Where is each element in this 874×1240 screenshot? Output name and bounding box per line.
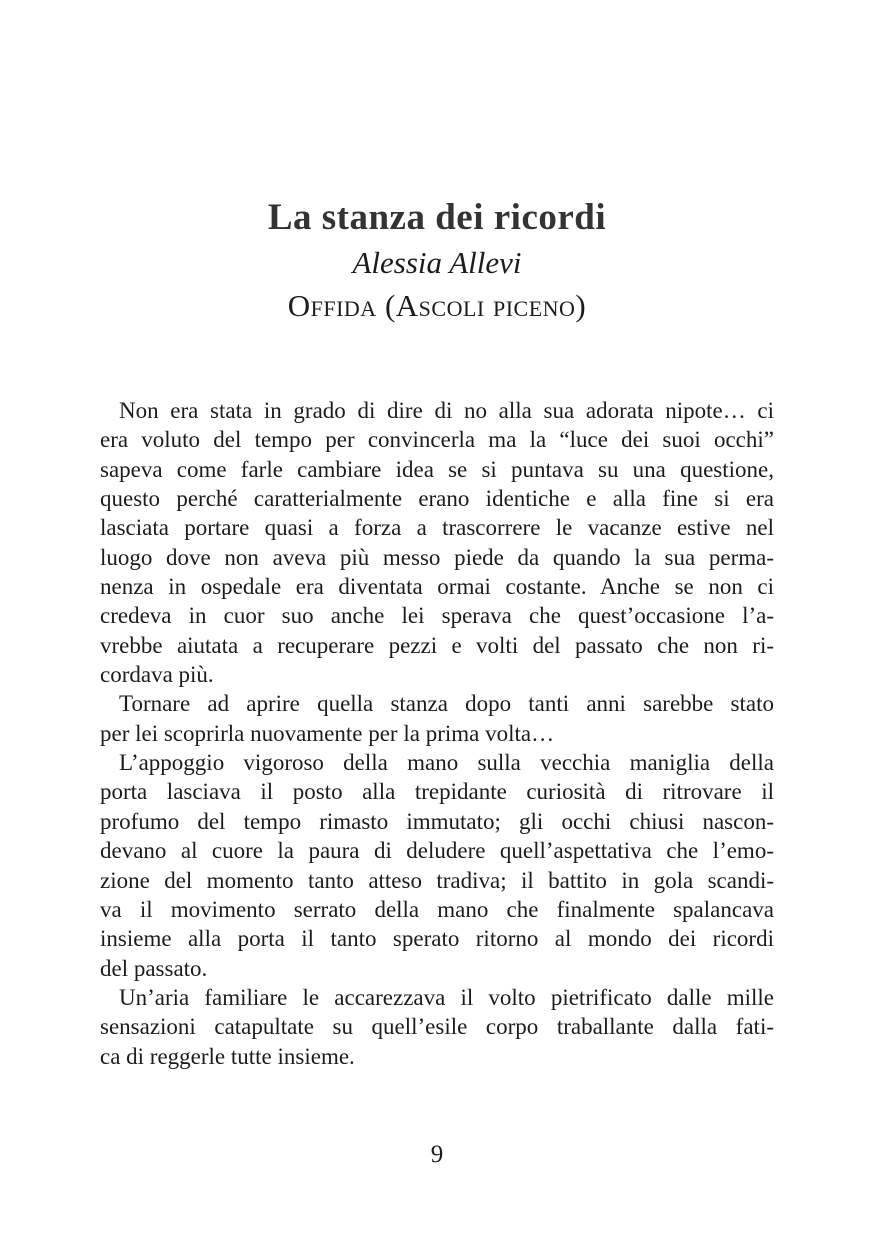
story-title: La stanza dei ricordi bbox=[267, 196, 607, 238]
text-line: profumo del tempo rimasto immutato; gli occhi chiusi nascon- bbox=[100, 808, 774, 834]
text-line: ca di reggerle tutte insieme. bbox=[100, 1043, 355, 1069]
author-name: Alessia Allevi bbox=[352, 245, 522, 280]
text-line: era voluto del tempo per convincerla ma la “luce dei suoi occhi” bbox=[100, 427, 774, 453]
text-line: questo perché caratterialmente erano identiche e alla fine si era bbox=[100, 486, 774, 512]
text-line: Tornare ad aprire quella stanza dopo tanti anni sarebbe stato bbox=[119, 691, 774, 717]
text-line: vrebbe aiutata a recuperare pezzi e volti del passato che non ri- bbox=[100, 632, 774, 658]
text-line: sapeva come farle cambiare idea se si puntava su una questione, bbox=[100, 456, 774, 482]
paragraph bbox=[100, 396, 774, 689]
text-line: sensazioni catapultate su quell’esile corpo traballante dalla fati- bbox=[100, 1014, 774, 1040]
text-line: per lei scoprirla nuovamente per la prima volta… bbox=[100, 720, 555, 746]
text-line: va il movimento serrato della mano che finalmente spalancava bbox=[100, 896, 774, 922]
text-line: devano al cuore la paura di deludere quell’aspettativa che l’emo- bbox=[100, 838, 774, 864]
text-line: luogo dove non aveva più messo piede da quando la sua perma- bbox=[100, 544, 774, 570]
paragraph bbox=[100, 748, 774, 983]
text-line: nenza in ospedale era diventata ormai costante. Anche se non ci bbox=[100, 574, 774, 600]
text-line: credeva in cuor suo anche lei sperava che quest’occasione l’a- bbox=[100, 603, 774, 629]
paragraph bbox=[100, 689, 774, 748]
text-line: insieme alla porta il tanto sperato ritorno al mondo dei ricordi bbox=[100, 926, 774, 952]
page-number: 9 bbox=[430, 1141, 444, 1168]
body-text bbox=[100, 396, 774, 1071]
paragraph bbox=[100, 983, 774, 1071]
text-line: L’appoggio vigoroso della mano sulla vecchia maniglia della bbox=[119, 750, 774, 776]
text-line: cordava più. bbox=[100, 662, 214, 688]
text-line: del passato. bbox=[100, 955, 208, 981]
text-line: lasciata portare quasi a forza a trascorrere le vacanze estive nel bbox=[100, 515, 774, 541]
text-line: Un’aria familiare le accarezzava il volto pietrificato dalle mille bbox=[119, 984, 774, 1010]
author-location: Offida (Ascoli piceno) bbox=[287, 288, 587, 323]
text-line: Non era stata in grado di dire di no alla sua adorata nipote… ci bbox=[119, 398, 774, 423]
text-line: porta lasciava il posto alla trepidante curiosità di ritrovare il bbox=[100, 779, 774, 805]
text-line: zione del momento tanto atteso tradiva; il battito in gola scandi- bbox=[100, 867, 774, 893]
